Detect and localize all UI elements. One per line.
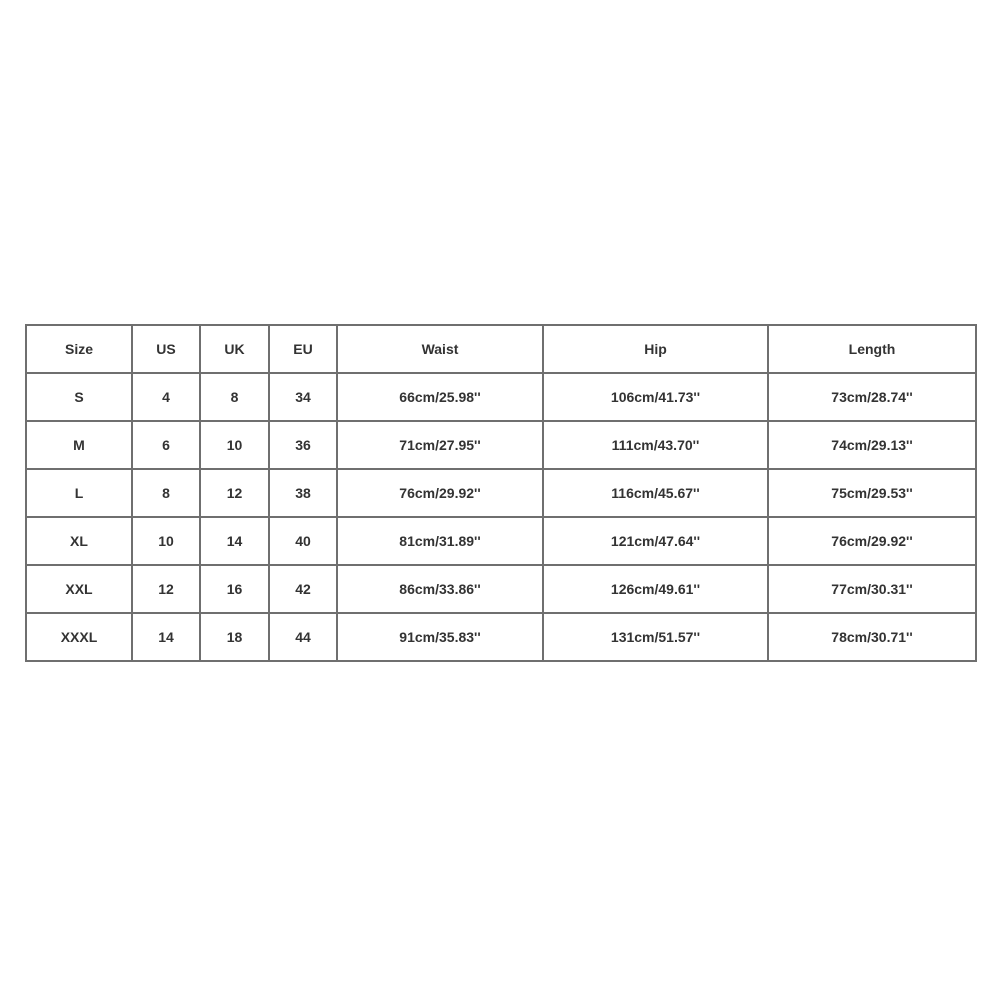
cell-length: 74cm/29.13'' [768, 421, 976, 469]
cell-us: 6 [132, 421, 200, 469]
cell-hip: 121cm/47.64'' [543, 517, 768, 565]
cell-size: S [26, 373, 132, 421]
cell-waist: 81cm/31.89'' [337, 517, 543, 565]
cell-us: 14 [132, 613, 200, 661]
cell-hip: 126cm/49.61'' [543, 565, 768, 613]
cell-hip: 106cm/41.73'' [543, 373, 768, 421]
table-row [26, 469, 976, 517]
cell-length: 73cm/28.74'' [768, 373, 976, 421]
header-hip: Hip [543, 325, 768, 373]
cell-waist: 66cm/25.98'' [337, 373, 543, 421]
header-row [26, 325, 976, 373]
header-size: Size [26, 325, 132, 373]
size-chart [25, 324, 975, 662]
cell-waist: 71cm/27.95'' [337, 421, 543, 469]
header-waist: Waist [337, 325, 543, 373]
size-chart-table [25, 324, 977, 662]
table-row [26, 613, 976, 661]
header-uk: UK [200, 325, 269, 373]
header-eu: EU [269, 325, 337, 373]
cell-hip: 131cm/51.57'' [543, 613, 768, 661]
cell-eu: 40 [269, 517, 337, 565]
cell-eu: 34 [269, 373, 337, 421]
cell-us: 4 [132, 373, 200, 421]
cell-length: 76cm/29.92'' [768, 517, 976, 565]
cell-length: 75cm/29.53'' [768, 469, 976, 517]
cell-eu: 44 [269, 613, 337, 661]
cell-uk: 18 [200, 613, 269, 661]
cell-hip: 111cm/43.70'' [543, 421, 768, 469]
table-row [26, 421, 976, 469]
cell-us: 8 [132, 469, 200, 517]
header-us: US [132, 325, 200, 373]
cell-uk: 14 [200, 517, 269, 565]
cell-size: M [26, 421, 132, 469]
cell-waist: 86cm/33.86'' [337, 565, 543, 613]
table-row [26, 565, 976, 613]
cell-size: XXXL [26, 613, 132, 661]
cell-size: L [26, 469, 132, 517]
cell-length: 78cm/30.71'' [768, 613, 976, 661]
table-row [26, 517, 976, 565]
cell-us: 12 [132, 565, 200, 613]
cell-uk: 10 [200, 421, 269, 469]
cell-uk: 12 [200, 469, 269, 517]
cell-waist: 76cm/29.92'' [337, 469, 543, 517]
cell-waist: 91cm/35.83'' [337, 613, 543, 661]
cell-uk: 8 [200, 373, 269, 421]
cell-eu: 36 [269, 421, 337, 469]
cell-size: XL [26, 517, 132, 565]
cell-eu: 38 [269, 469, 337, 517]
table-row [26, 373, 976, 421]
cell-eu: 42 [269, 565, 337, 613]
header-length: Length [768, 325, 976, 373]
cell-hip: 116cm/45.67'' [543, 469, 768, 517]
cell-size: XXL [26, 565, 132, 613]
cell-uk: 16 [200, 565, 269, 613]
cell-us: 10 [132, 517, 200, 565]
cell-length: 77cm/30.31'' [768, 565, 976, 613]
